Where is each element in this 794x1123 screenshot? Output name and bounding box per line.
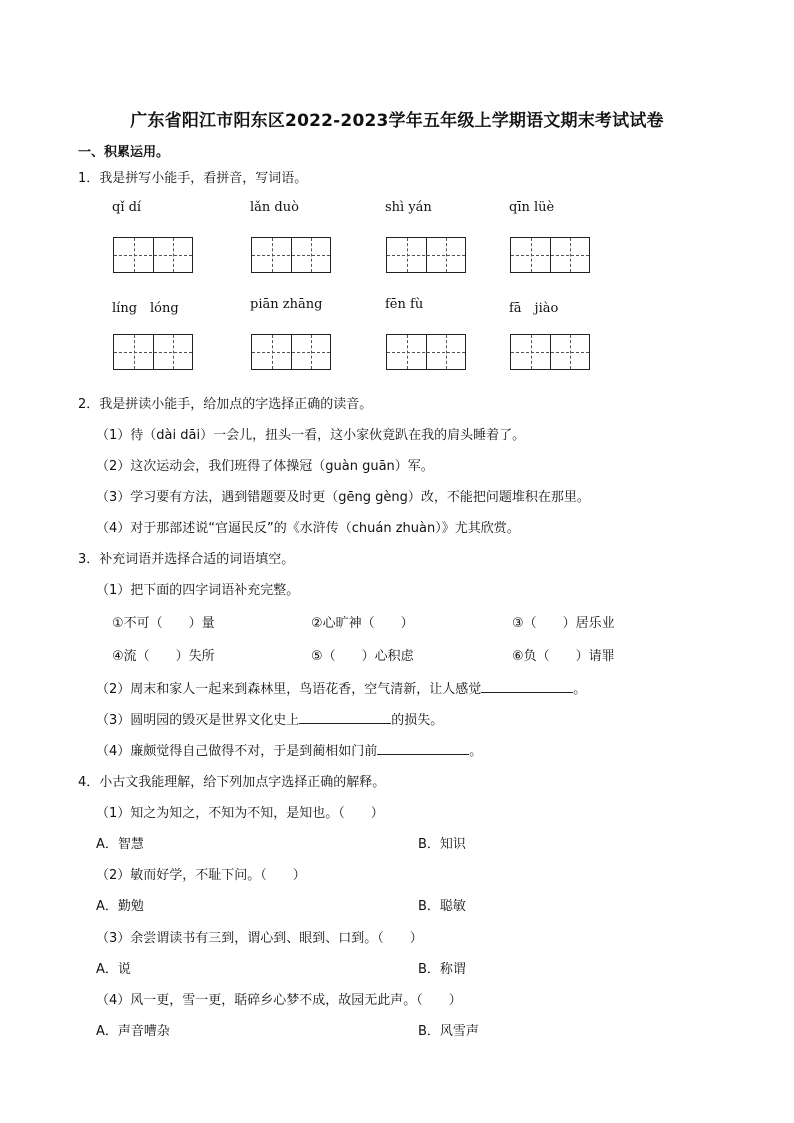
section-heading: 一、积累运用。	[78, 145, 170, 160]
idiom-item: ①不可（ ）量	[112, 616, 215, 631]
question-3-sub1: （1）把下面的四字词语补充完整。	[96, 583, 300, 598]
sub2-end: 。	[573, 682, 587, 697]
option-a[interactable]: A．勤勉	[96, 899, 144, 914]
pinyin-label: qǐ dí	[112, 200, 142, 215]
idiom-item: ⑤（ ）心积虑	[311, 649, 414, 664]
writing-grid[interactable]	[510, 334, 590, 370]
sub2-text: （2）周末和家人一起来到森林里，鸟语花香，空气清新，让人感觉	[96, 682, 482, 697]
pinyin-label: lǎn duò	[250, 200, 299, 215]
pinyin-label: líng lóng	[112, 301, 179, 316]
pinyin-label: qīn lüè	[509, 200, 555, 215]
writing-grid[interactable]	[113, 334, 193, 370]
option-b[interactable]: B．称谓	[418, 962, 466, 977]
question-2-item: （4）对于那部述说“官逼民反”的《水浒传（chuán zhuàn）》尤其欣赏。	[96, 521, 520, 536]
sub4-text: （4）廉颇觉得自己做得不对，于是到蔺相如门前	[96, 744, 378, 759]
question-4-item: （2）敏而好学，不耻下问。（ ）	[96, 868, 306, 883]
pinyin-label: fēn fù	[385, 297, 424, 312]
idiom-item: ④流（ ）失所	[112, 649, 215, 664]
option-a[interactable]: A．说	[96, 962, 131, 977]
writing-grid[interactable]	[386, 237, 466, 273]
option-b[interactable]: B．风雪声	[418, 1024, 479, 1039]
option-b[interactable]: B．知识	[418, 837, 466, 852]
writing-grid[interactable]	[113, 237, 193, 273]
question-2-item: （3）学习要有方法，遇到错题要及时更（gēng gèng）改，不能把问题堆积在那里。	[96, 490, 590, 505]
writing-grid[interactable]	[386, 334, 466, 370]
question-2-item: （2）这次运动会，我们班得了体操冠（guàn guān）军。	[96, 459, 434, 474]
option-a[interactable]: A．智慧	[96, 837, 144, 852]
option-b[interactable]: B．聪敏	[418, 899, 466, 914]
idiom-item: ②心旷神（ ）	[311, 616, 414, 631]
option-a[interactable]: A．声音嘈杂	[96, 1024, 170, 1039]
question-3-sub3	[96, 709, 443, 728]
sub4-end: 。	[469, 744, 483, 759]
sub3-text: （3）圆明园的毁灭是世界文化史上	[96, 713, 300, 728]
question-4-item: （3）余尝谓读书有三到，谓心到、眼到、口到。（ ）	[96, 931, 423, 946]
question-3-sub2	[96, 678, 586, 697]
idiom-item: ⑥负（ ）请罪	[512, 649, 615, 664]
writing-grid[interactable]	[510, 237, 590, 273]
idiom-item: ③（ ）居乐业	[512, 616, 615, 631]
question-4-item: （4）风一更，雪一更，聒碎乡心梦不成，故园无此声。（ ）	[96, 993, 462, 1008]
answer-blank[interactable]	[377, 742, 469, 755]
pinyin-label: fā jiào	[509, 301, 559, 316]
question-2-stem: 2．我是拼读小能手，给加点的字选择正确的读音。	[78, 397, 373, 412]
page-title: 广东省阳江市阳东区2022-2023学年五年级上学期语文期末考试试卷	[130, 111, 664, 131]
question-3-stem: 3．补充词语并选择合适的词语填空。	[78, 552, 295, 567]
question-3-sub4	[96, 740, 482, 759]
question-2-item: （1）待（dài dāi）一会儿，扭头一看，这小家伙竟趴在我的肩头睡着了。	[96, 428, 526, 443]
pinyin-label: shì yán	[385, 200, 432, 215]
question-1-stem: 1．我是拼写小能手，看拼音，写词语。	[78, 171, 308, 186]
sub3-end: 的损失。	[391, 713, 444, 728]
question-4-item: （1）知之为知之，不知为不知，是知也。（ ）	[96, 806, 384, 821]
answer-blank[interactable]	[299, 711, 391, 724]
pinyin-label: piān zhāng	[250, 297, 323, 312]
answer-blank[interactable]	[481, 680, 573, 693]
writing-grid[interactable]	[251, 334, 331, 370]
question-4-stem: 4．小古文我能理解，给下列加点字选择正确的解释。	[78, 775, 386, 790]
writing-grid[interactable]	[251, 237, 331, 273]
